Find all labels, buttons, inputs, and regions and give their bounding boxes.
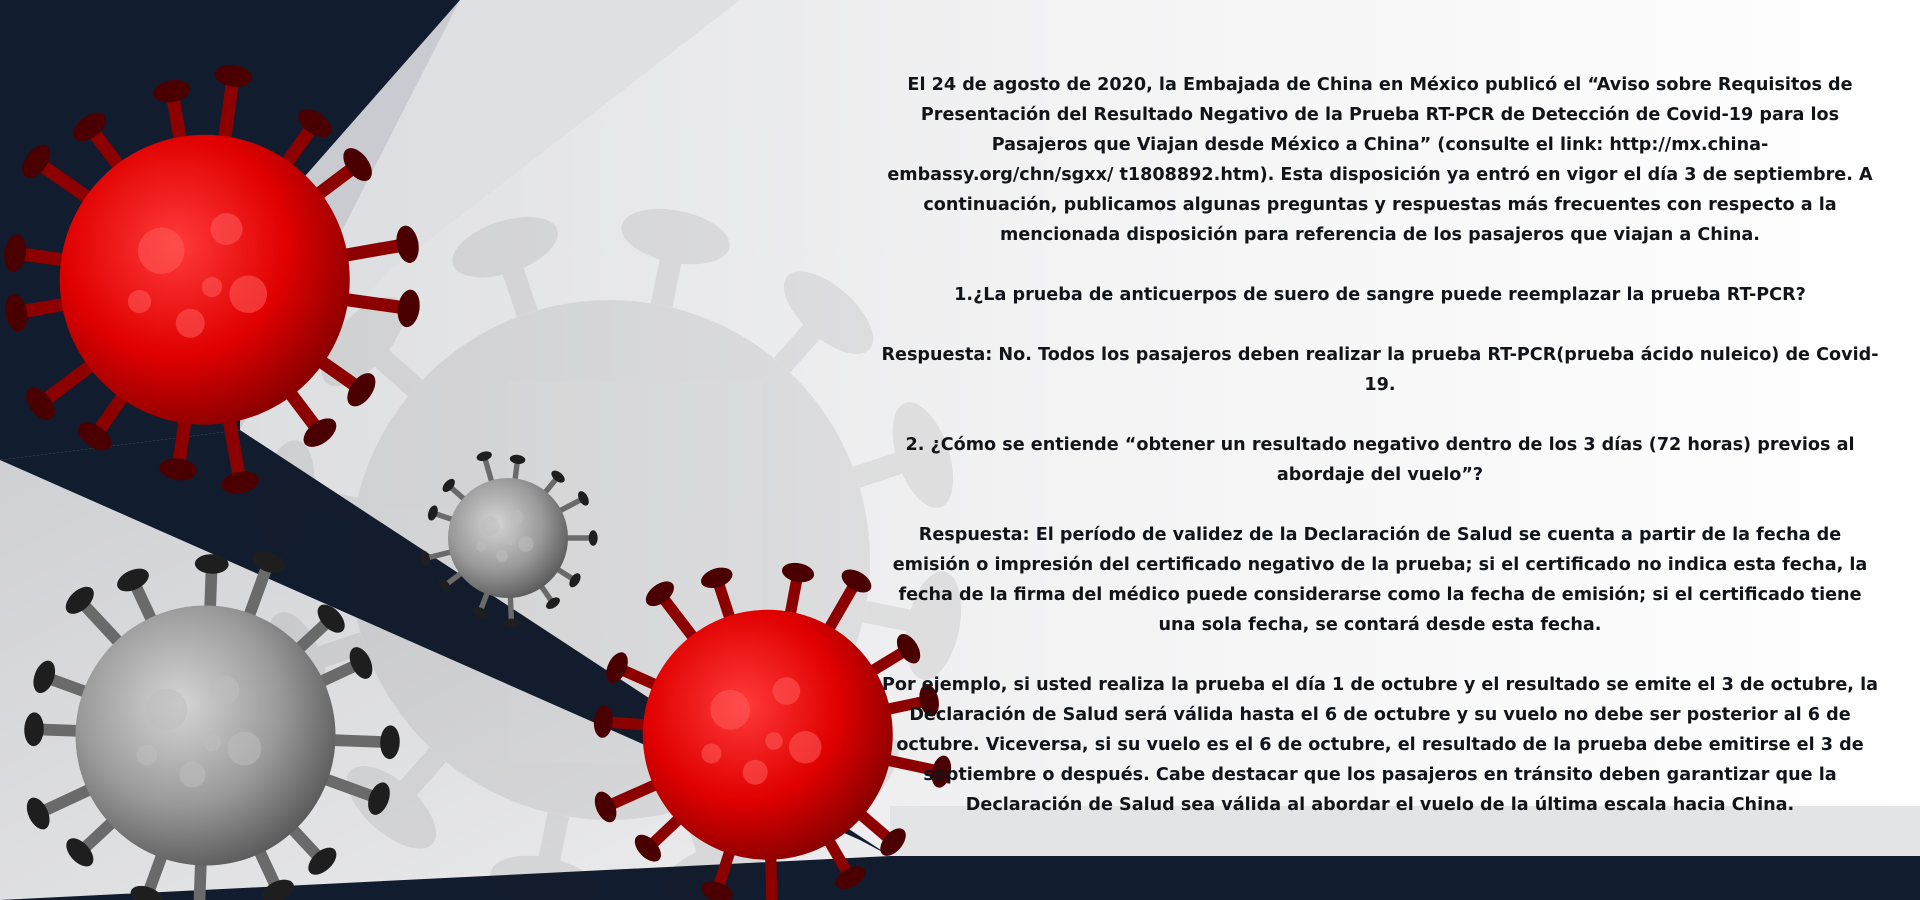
virus-spot (210, 675, 239, 704)
virus-spot (176, 309, 205, 338)
virus-spike-tip (832, 862, 870, 894)
virus-spot (743, 760, 768, 785)
large-gray-virus-icon (4, 534, 407, 900)
virus-spot (480, 516, 499, 535)
virus-spot (510, 510, 523, 523)
virus-spike-tip (158, 456, 198, 483)
virus-spike-tip (194, 553, 228, 574)
virus-body (448, 478, 568, 598)
virus-spot (507, 537, 515, 545)
answer-1: Respuesta: No. Todos los pasajeros deben realizar la prueba RT-PCR(prueba ácido nuleico) de Covid-19. (881, 345, 1879, 395)
virus-spike-tip (220, 469, 261, 497)
virus-spot (711, 690, 751, 730)
virus-body (75, 605, 335, 865)
virus-spike-tip (379, 724, 400, 758)
virus-spot (702, 744, 722, 764)
virus-spike-tip (394, 224, 422, 265)
virus-spike-tip (419, 550, 431, 567)
virus-spot (476, 542, 486, 552)
question-1: 1.¿La prueba de anticuerpos de suero de sangre puede reemplazar la prueba RT-PCR? (954, 285, 1806, 305)
intro-paragraph: El 24 de agosto de 2020, la Embajada de China en México publicó el “Aviso sobre Requisitos de Presentación del Resultado Negativo de la Prueba RT-PCR de Detección de Covid-19 para los Pasajeros que Viajan desde México a China” (consulte el link: http://mx.china-embassy.org/chn/sgxx/ t1808892.htm). Esta disposición ya entró en vigor el día 3 de septiembre. A continuación, publicamos algunas preguntas y respuestas más frecuentes con respecto a la mencionada disposición para referencia de los pasajeros que viajan a China. (887, 75, 1873, 245)
virus-spot (128, 290, 151, 313)
virus-spike-tip (3, 293, 31, 334)
answer-2: Respuesta: El período de validez de la Declaración de Salud se cuenta a partir de la fecha de emisión o impresión del certificado negativo de la prueba; si el certificado no indica esta fecha, la fecha de la firma del médico puede considerarse como la fecha de emisión; si el certificado tiene una sola fecha, se contará desde esta fecha. (892, 525, 1868, 635)
virus-body (643, 610, 893, 860)
virus-spot (211, 213, 243, 245)
virus-spot (202, 277, 222, 297)
virus-spike-tip (23, 712, 44, 746)
virus-spike-tip (213, 63, 253, 90)
virus-spot (138, 228, 184, 274)
virus-spike-tip (2, 233, 29, 273)
small-gray-virus-icon (415, 445, 601, 631)
virus-spike-tip (509, 454, 526, 465)
advisory-text (880, 70, 1880, 820)
virus-spot (230, 276, 268, 314)
virus-spike-tip (476, 450, 493, 463)
virus-spike-tip (396, 288, 423, 328)
question-2: 2. ¿Cómo se entiende “obtener un resultado negativo dentro de los 3 días (72 horas) previos al abordaje del vuelo”? (905, 435, 1855, 485)
virus-spot (789, 731, 822, 764)
example-paragraph: Por ejemplo, si usted realiza la prueba el día 1 de octubre y el resultado se emite el 3 de octubre, la Declaración de Salud será válida hasta el 6 de octubre y su vuelo no debe ser posterior al 6 de octubre. Viceversa, si su vuelo es el 6 de octubre, el resultado de la prueba debe emitirse el 3 de septiembre o después. Cabe destacar que los pasajeros en tránsito deben garantizar que la Declaración de Salud sea válida al abordar el vuelo de la última escala hacia China. (881, 675, 1879, 815)
virus-spike-tip (838, 565, 876, 597)
virus-spot (145, 688, 187, 730)
virus-spot (136, 744, 157, 765)
virus-spike-tip (593, 705, 614, 739)
virus-spot (773, 678, 801, 706)
virus-spot (179, 761, 205, 787)
virus-spike-tip (781, 561, 816, 585)
virus-body (60, 135, 350, 425)
virus-spot (766, 733, 784, 751)
virus-spot (496, 550, 508, 562)
virus-spot (227, 731, 261, 765)
virus-spot (518, 536, 534, 552)
virus-spike-tip (504, 618, 520, 628)
large-red-virus-icon (0, 55, 430, 505)
virus-spike-tip (152, 78, 193, 106)
virus-spot (202, 732, 220, 750)
